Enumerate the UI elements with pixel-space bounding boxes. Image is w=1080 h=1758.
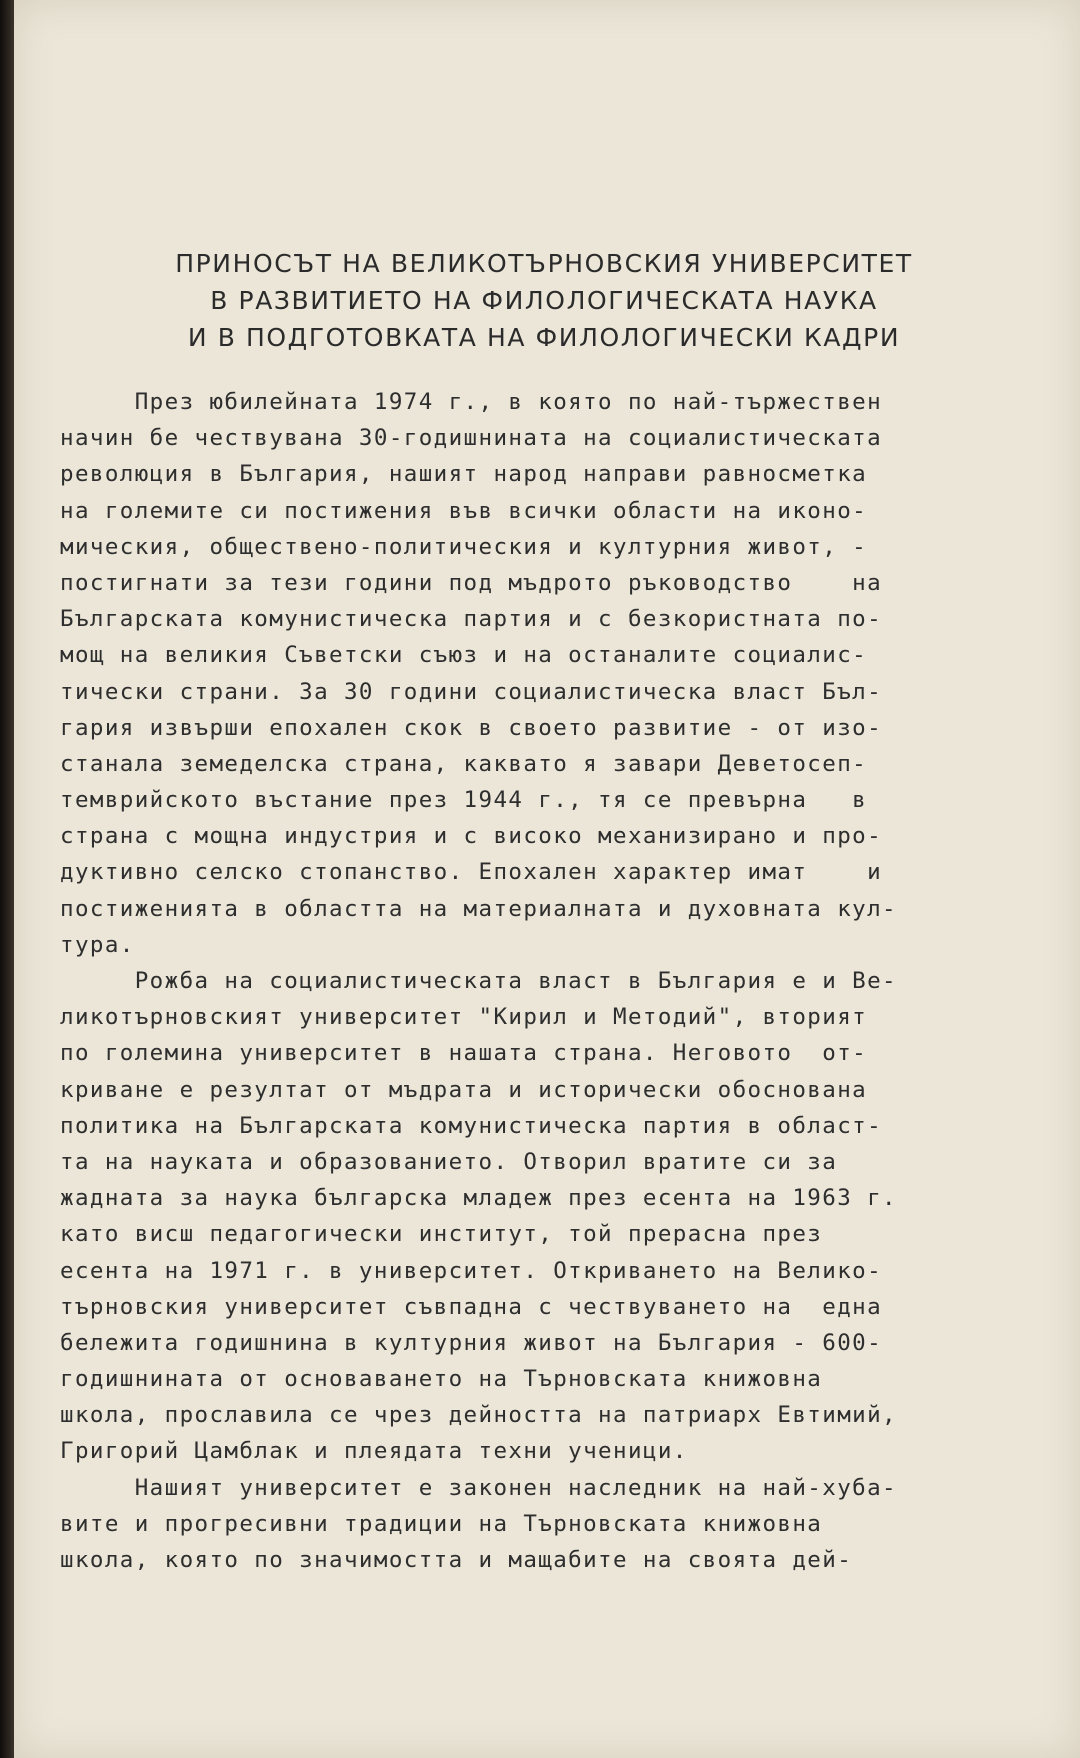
title-line: И В ПОДГОТОВКАТА НА ФИЛОЛОГИЧЕСКИ КАДРИ (187, 323, 901, 352)
text-line: на големите си постижения във всички области на иконо- (60, 497, 868, 524)
text-line: мощ на великия Съветски съюз и на останалите социалис- (60, 642, 868, 669)
text-line: станала земеделска страна, каквато я завари Деветосеп- (60, 750, 868, 777)
text-line: по големина университет в нашата страна. Неговото от- (60, 1040, 868, 1067)
text-line: жадната за наука българска младеж през есента на 1963 г. (60, 1185, 897, 1212)
text-line: гария извърши епохален скок в своето развитие - от изо- (60, 714, 883, 741)
paragraph-2 (60, 963, 1020, 1470)
text-line: През юбилейната 1974 г., в която по най-тържествен (60, 389, 883, 415)
text-line: Григорий Цамблак и плеядата техни ученици. (60, 1438, 688, 1465)
text-line: Рожба на социалистическата власт в България е и Ве- (60, 968, 897, 994)
text-line: темврийското въстание през 1944 г., тя се превърна в (60, 787, 868, 814)
text-line: школа, която по значимостта и мащабите на своята дей- (60, 1547, 853, 1573)
text-line: революция в България, нашият народ направи равносметка (60, 461, 868, 488)
text-line: бележита годишнина в културния живот на България - 600- (60, 1329, 883, 1356)
body-text (60, 384, 1020, 1578)
text-line: вите и прогресивни традиции на Търновската книжовна (60, 1510, 823, 1537)
text-line: школа, прославила се чрез дейността на патриарх Евтимий, (60, 1402, 897, 1429)
text-line: постиженията в областта на материалната и духовната кул- (60, 895, 897, 922)
text-line: тура. (60, 931, 135, 958)
page-title (104, 245, 984, 356)
text-line: страна с мощна индустрия и с високо механизирано и про- (60, 823, 883, 850)
text-line: като висш педагогически институт, той прерасна през (60, 1221, 823, 1248)
document-page (14, 0, 1080, 1758)
text-line: тически страни. За 30 години социалистическа власт Бъл- (60, 678, 883, 705)
title-line: В РАЗВИТИЕТО НА ФИЛОЛОГИЧЕСКАТА НАУКА (210, 286, 878, 315)
text-line: дуктивно селско стопанство. Епохален характер имат и (60, 859, 883, 886)
text-line: начин бе чествувана 30-годишнината на социалистическата (60, 425, 883, 452)
text-line: ликотърновският университет "Кирил и Методий", вторият (60, 1004, 868, 1031)
text-line: мическия, обществено-политическия и културния живот, - (60, 533, 868, 560)
text-line: годишнината от основаването на Търновската книжовна (60, 1366, 823, 1393)
paragraph-3 (60, 1470, 1020, 1579)
text-line: Нашият университет е законен наследник на най-хуба- (60, 1474, 897, 1501)
paragraph-1 (60, 384, 1020, 963)
text-line: та на науката и образованието. Отворил вратите си за (60, 1148, 838, 1175)
text-line: криване е резултат от мъдрата и исторически обоснована (60, 1076, 868, 1103)
text-line: Българската комунистическа партия и с безкористната по- (60, 606, 883, 633)
text-line: постигнати за тези години под мъдрото ръководство на (60, 569, 883, 596)
title-line: ПРИНОСЪТ НА ВЕЛИКОТЪРНОВСКИЯ УНИВЕРСИТЕТ (175, 249, 913, 278)
scan-left-edge (0, 0, 14, 1758)
text-line: есента на 1971 г. в университет. Откриването на Велико- (60, 1257, 883, 1284)
text-line: търновския университет съвпадна с чествуването на една (60, 1293, 883, 1320)
text-line: политика на Българската комунистическа партия в област- (60, 1112, 883, 1139)
